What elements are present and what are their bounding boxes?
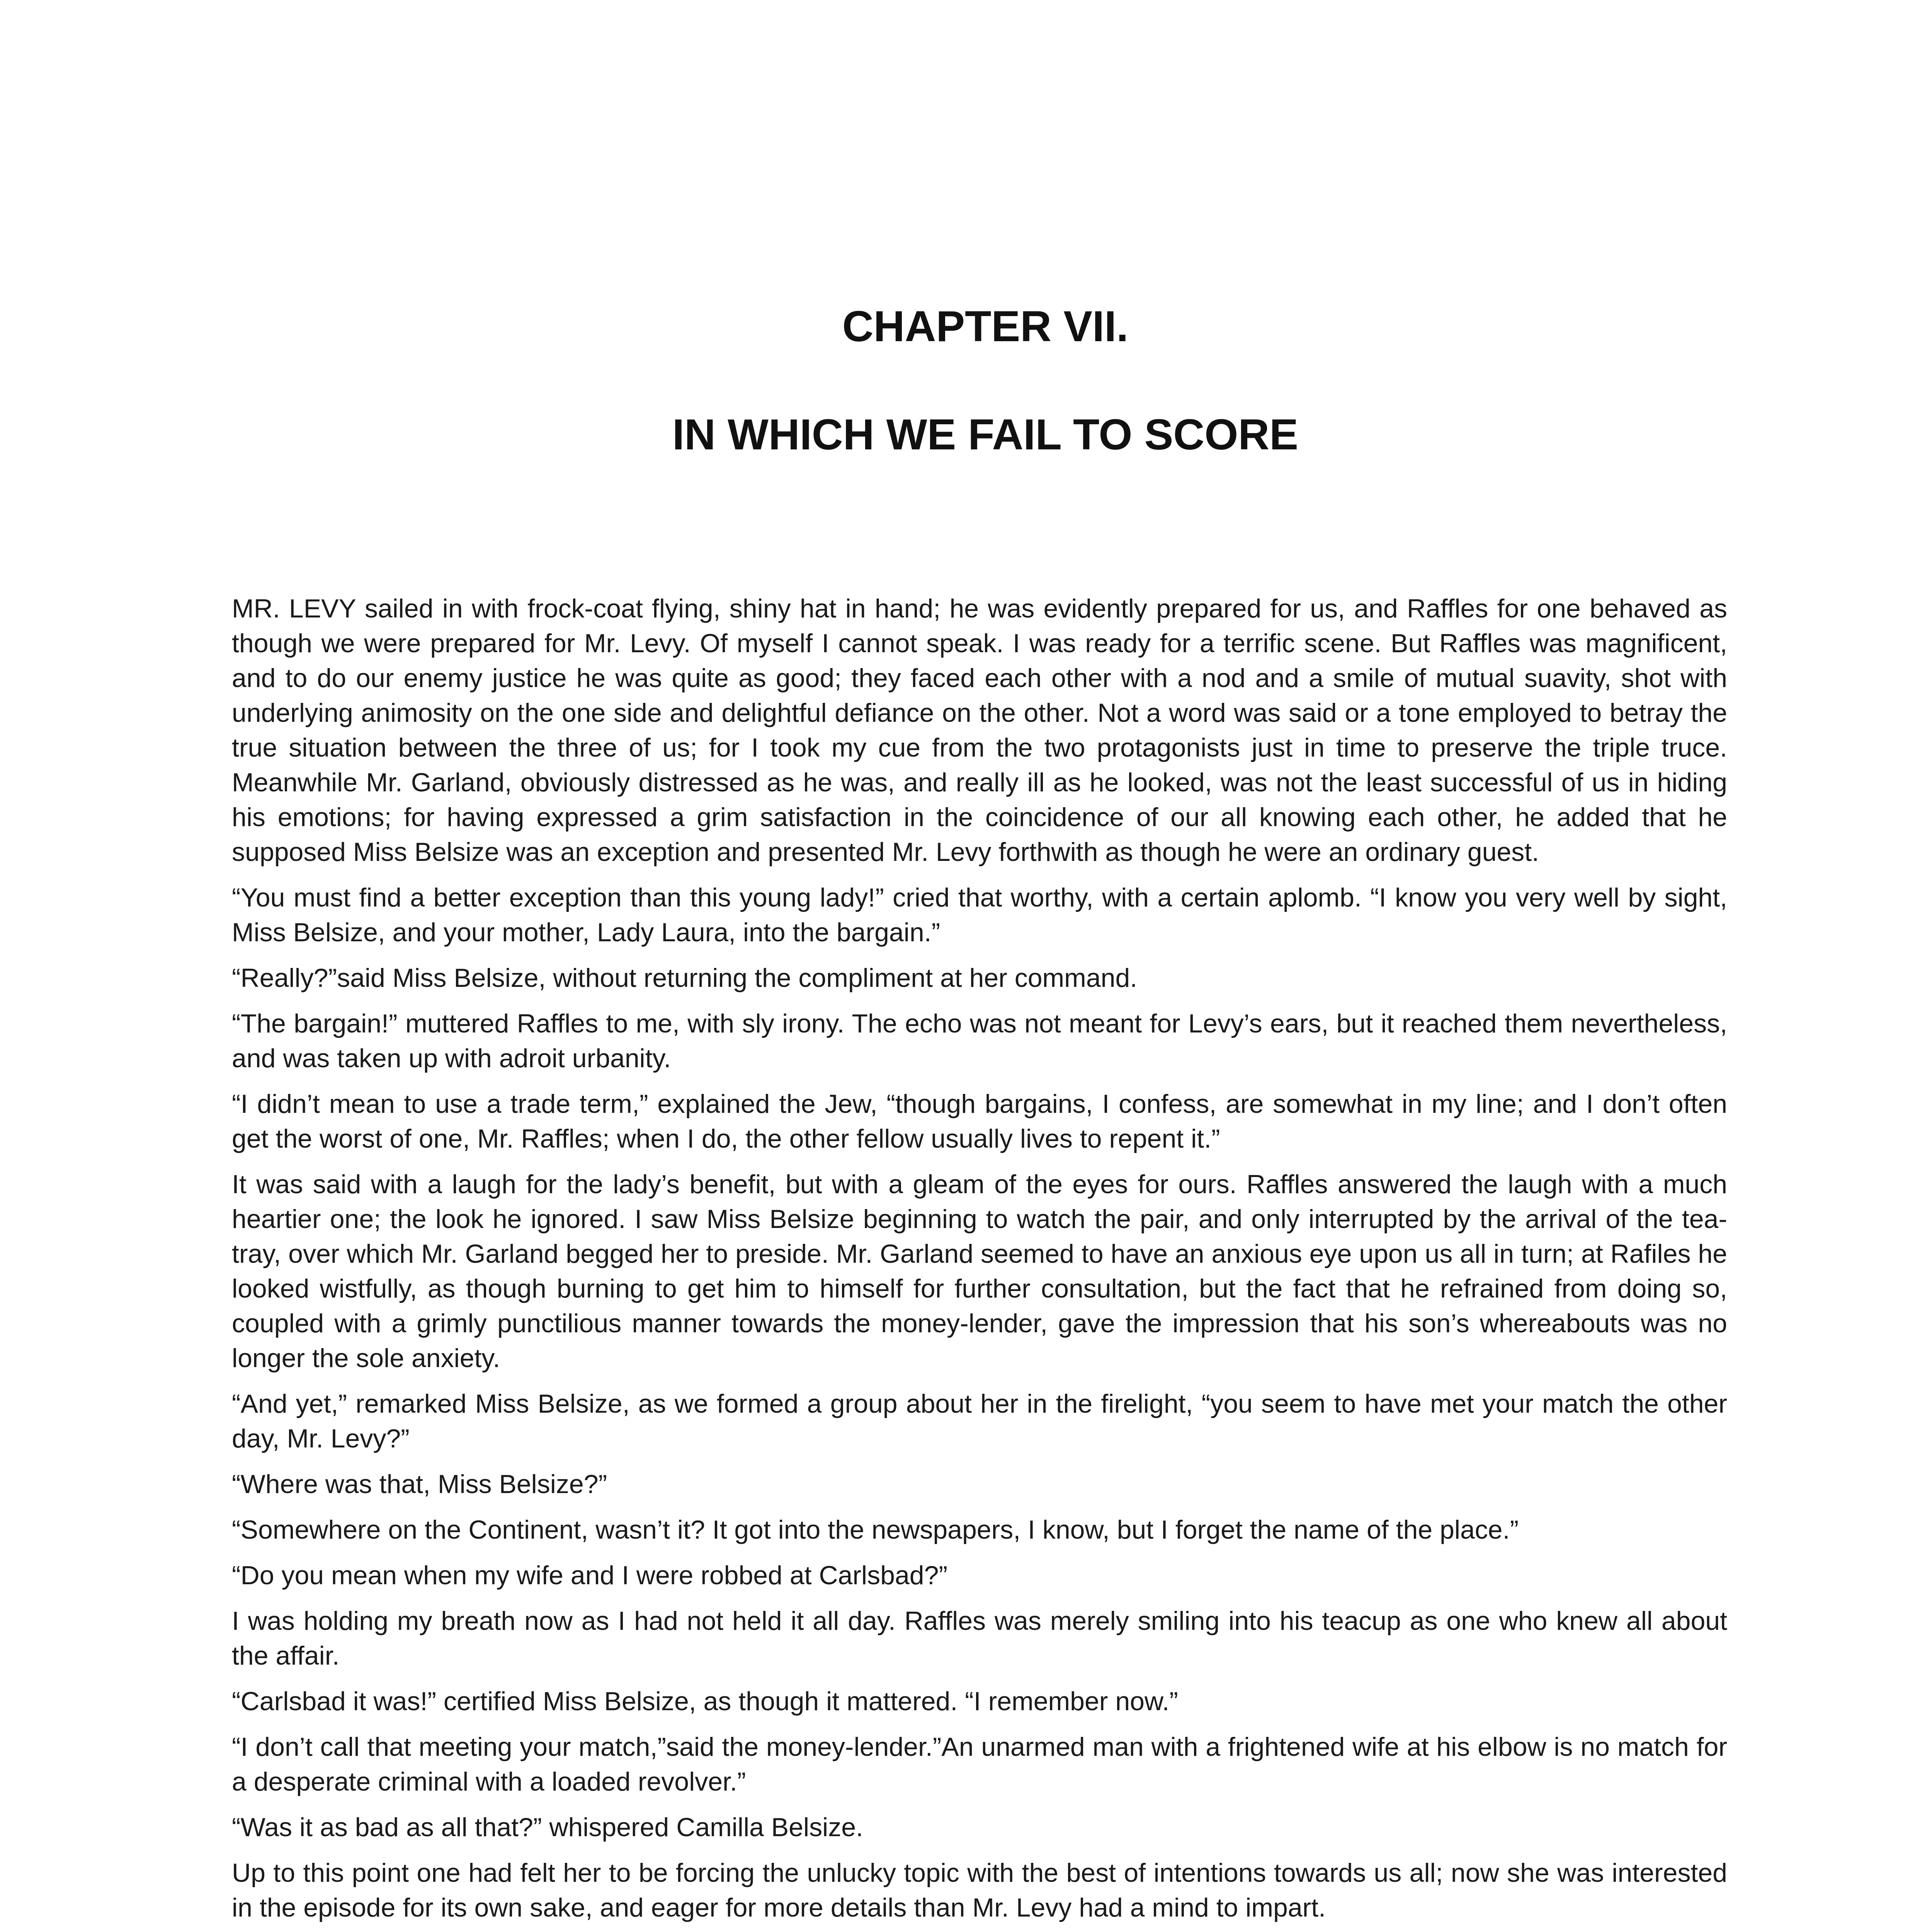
paragraph: “And yet,” remarked Miss Belsize, as we formed a group about her in the firelight, “you seem to have met your match the other day, Mr. Levy?” bbox=[232, 1389, 1727, 1453]
paragraph: It was said with a laugh for the lady’s benefit, but with a gleam of the eyes for ours. Raffles answered the laugh with a much heartier one; the look he ignored. I saw Miss Belsize beginning to watch the pair, and only interrupted by the arrival of the tea-tray, over which Mr. Garland begged her to preside. Mr. Garland seemed to have an anxious eye upon us all in turn; at Rafiles he looked wistfully, as though burning to get him to himself for further consultation, but the fact that he refrained from doing so, coupled with a grimly punctilious manner towards the money-lender, gave the impression that his son’s whereabouts was no longer the sole anxiety. bbox=[232, 1170, 1727, 1373]
paragraph: “You must find a better exception than this young lady!” cried that worthy, with a certain aplomb. “I know you very well by sight, Miss Belsize, and your mother, Lady Laura, into the bargain.” bbox=[232, 883, 1727, 947]
paragraph: Up to this point one had felt her to be forcing the unlucky topic with the best of intentions towards us all; now she was interested in the episode for its own sake, and eager for more details than Mr. Levy had a mind to impart. bbox=[232, 1858, 1727, 1922]
paragraph: “I didn’t mean to use a trade term,” explained the Jew, “though bargains, I confess, are somewhat in my line; and I don’t often get the worst of one, Mr. Raffles; when I do, the other fellow usually lives to repent it.” bbox=[232, 1089, 1727, 1153]
paragraph: “The bargain!” muttered Raffles to me, with sly irony. The echo was not meant for Levy’s ears, but it reached them nevertheless, and was taken up with adroit urbanity. bbox=[232, 1009, 1727, 1073]
paragraph: “Was it as bad as all that?” whispered Camilla Belsize. bbox=[232, 1813, 863, 1842]
chapter-title: IN WHICH WE FAIL TO SCORE bbox=[672, 410, 1298, 459]
chapter-number: CHAPTER VII. bbox=[842, 302, 1129, 350]
paragraph: “Do you mean when my wife and I were robbed at Carlsbad?” bbox=[232, 1561, 948, 1590]
paragraph: “Carlsbad it was!” certified Miss Belsize, as though it mattered. “I remember now.” bbox=[232, 1687, 1178, 1716]
paragraph: “I don’t call that meeting your match,”said the money-lender.”An unarmed man with a frightened wife at his elbow is no match for a desperate criminal with a loaded revolver.” bbox=[232, 1732, 1727, 1796]
paragraph: “Where was that, Miss Belsize?” bbox=[232, 1469, 607, 1499]
chapter-body bbox=[232, 591, 1727, 1932]
paragraph: I was holding my breath now as I had not held it all day. Raffles was merely smiling into his teacup as one who knew all about the affair. bbox=[232, 1606, 1727, 1670]
paragraph: MR. LEVY sailed in with frock-coat flying, shiny hat in hand; he was evidently prepared for us, and Raffles for one behaved as though we were prepared for Mr. Levy. Of myself I cannot speak. I was ready for a terrific scene. But Raffles was magnificent, and to do our enemy justice he was quite as good; they faced each other with a nod and a smile of mutual suavity, shot with underlying animosity on the one side and delightful defiance on the other. Not a word was said or a tone employed to betray the true situation between the three of us; for I took my cue from the two protagonists just in time to preserve the triple truce. Meanwhile Mr. Garland, obviously distressed as he was, and really ill as he looked, was not the least successful of us in hiding his emotions; for having expressed a grim satisfaction in the coincidence of our all knowing each other, he added that he supposed Miss Belsize was an exception and presented Mr. Levy forthwith as though he were an ordinary guest. bbox=[232, 594, 1727, 867]
paragraph: “Really?”said Miss Belsize, without returning the compliment at her command. bbox=[232, 963, 1138, 993]
paragraph: “Somewhere on the Continent, wasn’t it? It got into the newspapers, I know, but I forget the name of the place.” bbox=[232, 1515, 1519, 1544]
